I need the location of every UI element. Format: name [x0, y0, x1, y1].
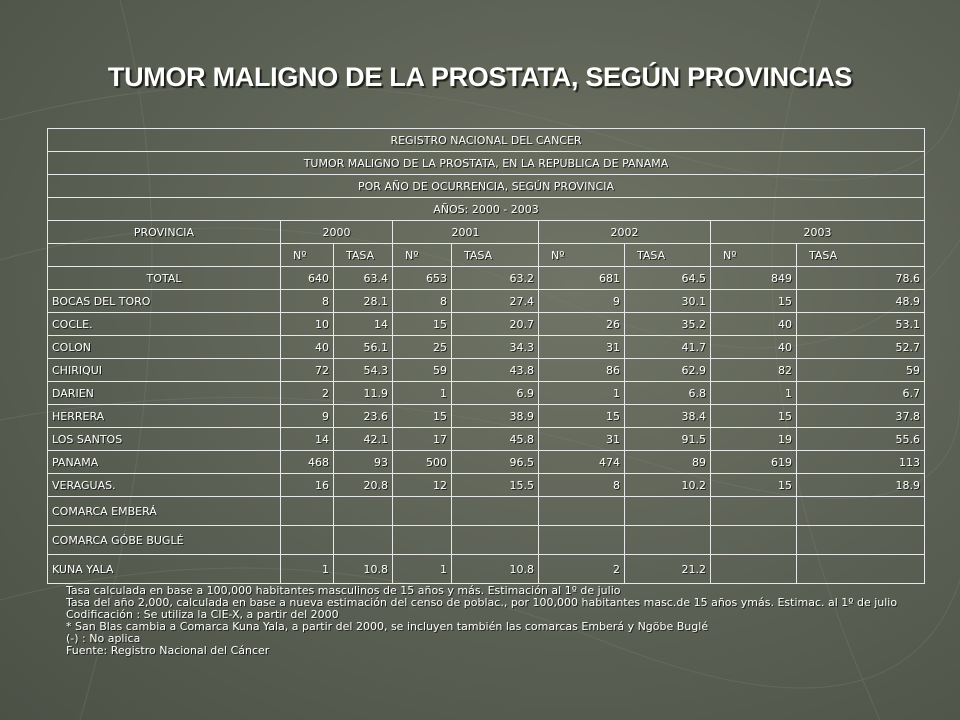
count-cell: 1 [393, 382, 452, 405]
column-header-year: 2003 [711, 221, 925, 244]
table-row [48, 555, 925, 584]
rate-cell [452, 526, 539, 555]
rate-cell: 21.2 [625, 555, 711, 584]
count-cell: 15 [711, 405, 797, 428]
rate-cell: 18.9 [797, 474, 925, 497]
count-cell: 40 [281, 336, 334, 359]
count-cell: 1 [539, 382, 625, 405]
rate-cell: 10.8 [452, 555, 539, 584]
rate-cell: 11.9 [334, 382, 393, 405]
sub-header-rate: TASA [452, 244, 539, 267]
count-cell [393, 497, 452, 526]
rate-cell: 62.9 [625, 359, 711, 382]
table-row [48, 267, 925, 290]
count-cell: 17 [393, 428, 452, 451]
table-heading-grouping: POR AÑO DE OCURRENCIA, SEGÚN PROVINCIA [48, 175, 925, 198]
rate-cell: 6.7 [797, 382, 925, 405]
rate-cell: 113 [797, 451, 925, 474]
count-cell: 25 [393, 336, 452, 359]
count-cell: 40 [711, 336, 797, 359]
province-name-cell: COMARCA GÓBE BUGLÉ [48, 526, 281, 555]
table-row [48, 290, 925, 313]
rate-cell [797, 497, 925, 526]
province-name-cell: PANAMA [48, 451, 281, 474]
rate-cell [797, 526, 925, 555]
province-name-cell: CHIRIQUI [48, 359, 281, 382]
page-title: TUMOR MALIGNO DE LA PROSTATA, SEGÚN PROVINCIAS [107, 62, 853, 92]
table-row [48, 313, 925, 336]
footnote-line: Tasa calculada en base a 100,000 habitantes masculinos de 15 años y más. Estimación al 1º de julio [66, 584, 621, 597]
column-header-year: 2000 [281, 221, 393, 244]
province-name-cell: COCLE. [48, 313, 281, 336]
count-cell [711, 555, 797, 584]
count-cell: 2 [281, 382, 334, 405]
column-header-year: 2001 [393, 221, 539, 244]
province-name-cell: HERRERA [48, 405, 281, 428]
table-heading-subject: TUMOR MALIGNO DE LA PROSTATA, EN LA REPUBLICA DE PANAMA [48, 152, 925, 175]
table-row [48, 336, 925, 359]
table-row [48, 497, 925, 526]
rate-cell: 63.2 [452, 267, 539, 290]
count-cell: 1 [711, 382, 797, 405]
count-cell: 86 [539, 359, 625, 382]
sub-header-count: Nº [711, 244, 797, 267]
count-cell: 849 [711, 267, 797, 290]
count-cell: 474 [539, 451, 625, 474]
sub-header-rate: TASA [797, 244, 925, 267]
column-header-provincia: PROVINCIA [48, 221, 281, 244]
rate-cell: 35.2 [625, 313, 711, 336]
rate-cell [334, 497, 393, 526]
count-cell: 31 [539, 428, 625, 451]
sub-header-count: Nº [539, 244, 625, 267]
rate-cell: 38.9 [452, 405, 539, 428]
rate-cell: 41.7 [625, 336, 711, 359]
table-row [48, 405, 925, 428]
count-cell [539, 497, 625, 526]
count-cell: 40 [711, 313, 797, 336]
registry-table [47, 128, 925, 584]
table-heading-years: AÑOS: 2000 - 2003 [48, 198, 925, 221]
table-row [48, 451, 925, 474]
rate-cell [797, 555, 925, 584]
rate-cell [625, 497, 711, 526]
count-cell: 31 [539, 336, 625, 359]
rate-cell: 27.4 [452, 290, 539, 313]
rate-cell: 53.1 [797, 313, 925, 336]
table-row [48, 428, 925, 451]
count-cell [281, 526, 334, 555]
rate-cell: 45.8 [452, 428, 539, 451]
count-cell: 82 [711, 359, 797, 382]
province-name-cell: COLON [48, 336, 281, 359]
table-row [48, 359, 925, 382]
count-cell [393, 526, 452, 555]
rate-cell [334, 526, 393, 555]
count-cell: 14 [281, 428, 334, 451]
footnote-line: Tasa del año 2,000, calculada en base a nueva estimación del censo de poblac., por 100,000 habitantes masc.de 15 años ymás. Estimac. al 1º de julio [66, 596, 898, 609]
count-cell: 500 [393, 451, 452, 474]
footnotes [66, 585, 946, 657]
rate-cell: 56.1 [334, 336, 393, 359]
rate-cell: 6.8 [625, 382, 711, 405]
rate-cell: 23.6 [334, 405, 393, 428]
rate-cell: 42.1 [334, 428, 393, 451]
footnote-line: * San Blas cambia a Comarca Kuna Yala, a partir del 2000, se incluyen también las comarcas Emberá y Ngöbe Buglé [66, 620, 709, 633]
rate-cell: 43.8 [452, 359, 539, 382]
count-cell: 653 [393, 267, 452, 290]
count-cell: 15 [393, 405, 452, 428]
count-cell: 8 [539, 474, 625, 497]
count-cell: 9 [281, 405, 334, 428]
table-row [48, 526, 925, 555]
count-cell [711, 526, 797, 555]
province-name-cell: BOCAS DEL TORO [48, 290, 281, 313]
count-cell: 10 [281, 313, 334, 336]
count-cell: 619 [711, 451, 797, 474]
rate-cell: 20.8 [334, 474, 393, 497]
rate-cell: 20.7 [452, 313, 539, 336]
column-header-year: 2002 [539, 221, 711, 244]
province-name-cell: COMARCA EMBERÁ [48, 497, 281, 526]
rate-cell: 91.5 [625, 428, 711, 451]
count-cell: 1 [281, 555, 334, 584]
rate-cell: 52.7 [797, 336, 925, 359]
count-cell [281, 497, 334, 526]
count-cell: 15 [711, 290, 797, 313]
province-name-cell: LOS SANTOS [48, 428, 281, 451]
count-cell: 59 [393, 359, 452, 382]
count-cell: 72 [281, 359, 334, 382]
table-row [48, 474, 925, 497]
count-cell: 15 [393, 313, 452, 336]
rate-cell [625, 526, 711, 555]
rate-cell: 14 [334, 313, 393, 336]
footnote-line: Fuente: Registro Nacional del Cáncer [66, 644, 270, 657]
rate-cell: 64.5 [625, 267, 711, 290]
count-cell: 8 [281, 290, 334, 313]
count-cell: 12 [393, 474, 452, 497]
rate-cell: 30.1 [625, 290, 711, 313]
count-cell: 19 [711, 428, 797, 451]
province-name-cell: TOTAL [48, 267, 281, 290]
footnote-line: Codificación : Se utiliza la CIE-X, a partir del 2000 [66, 608, 339, 621]
rate-cell: 34.3 [452, 336, 539, 359]
count-cell [539, 526, 625, 555]
rate-cell: 89 [625, 451, 711, 474]
rate-cell: 38.4 [625, 405, 711, 428]
count-cell: 1 [393, 555, 452, 584]
footnote-line: (-) : No aplica [66, 632, 141, 645]
count-cell: 8 [393, 290, 452, 313]
rate-cell: 37.8 [797, 405, 925, 428]
count-cell: 15 [539, 405, 625, 428]
rate-cell: 78.6 [797, 267, 925, 290]
count-cell [711, 497, 797, 526]
count-cell: 26 [539, 313, 625, 336]
count-cell: 9 [539, 290, 625, 313]
sub-header-rate: TASA [334, 244, 393, 267]
rate-cell: 10.2 [625, 474, 711, 497]
count-cell: 681 [539, 267, 625, 290]
count-cell: 468 [281, 451, 334, 474]
province-name-cell: DARIEN [48, 382, 281, 405]
table-heading-registry: REGISTRO NACIONAL DEL CANCER [48, 129, 925, 152]
sub-header-count: Nº [281, 244, 334, 267]
count-cell: 2 [539, 555, 625, 584]
rate-cell: 54.3 [334, 359, 393, 382]
sub-header-empty [48, 244, 281, 267]
rate-cell: 96.5 [452, 451, 539, 474]
rate-cell: 28.1 [334, 290, 393, 313]
sub-header-count: Nº [393, 244, 452, 267]
province-name-cell: VERAGUAS. [48, 474, 281, 497]
rate-cell: 6.9 [452, 382, 539, 405]
rate-cell: 93 [334, 451, 393, 474]
table-row [48, 382, 925, 405]
rate-cell: 59 [797, 359, 925, 382]
rate-cell: 15.5 [452, 474, 539, 497]
rate-cell: 10.8 [334, 555, 393, 584]
count-cell: 640 [281, 267, 334, 290]
rate-cell: 55.6 [797, 428, 925, 451]
count-cell: 16 [281, 474, 334, 497]
rate-cell: 63.4 [334, 267, 393, 290]
sub-header-rate: TASA [625, 244, 711, 267]
count-cell: 15 [711, 474, 797, 497]
rate-cell [452, 497, 539, 526]
rate-cell: 48.9 [797, 290, 925, 313]
province-name-cell: KUNA YALA [48, 555, 281, 584]
